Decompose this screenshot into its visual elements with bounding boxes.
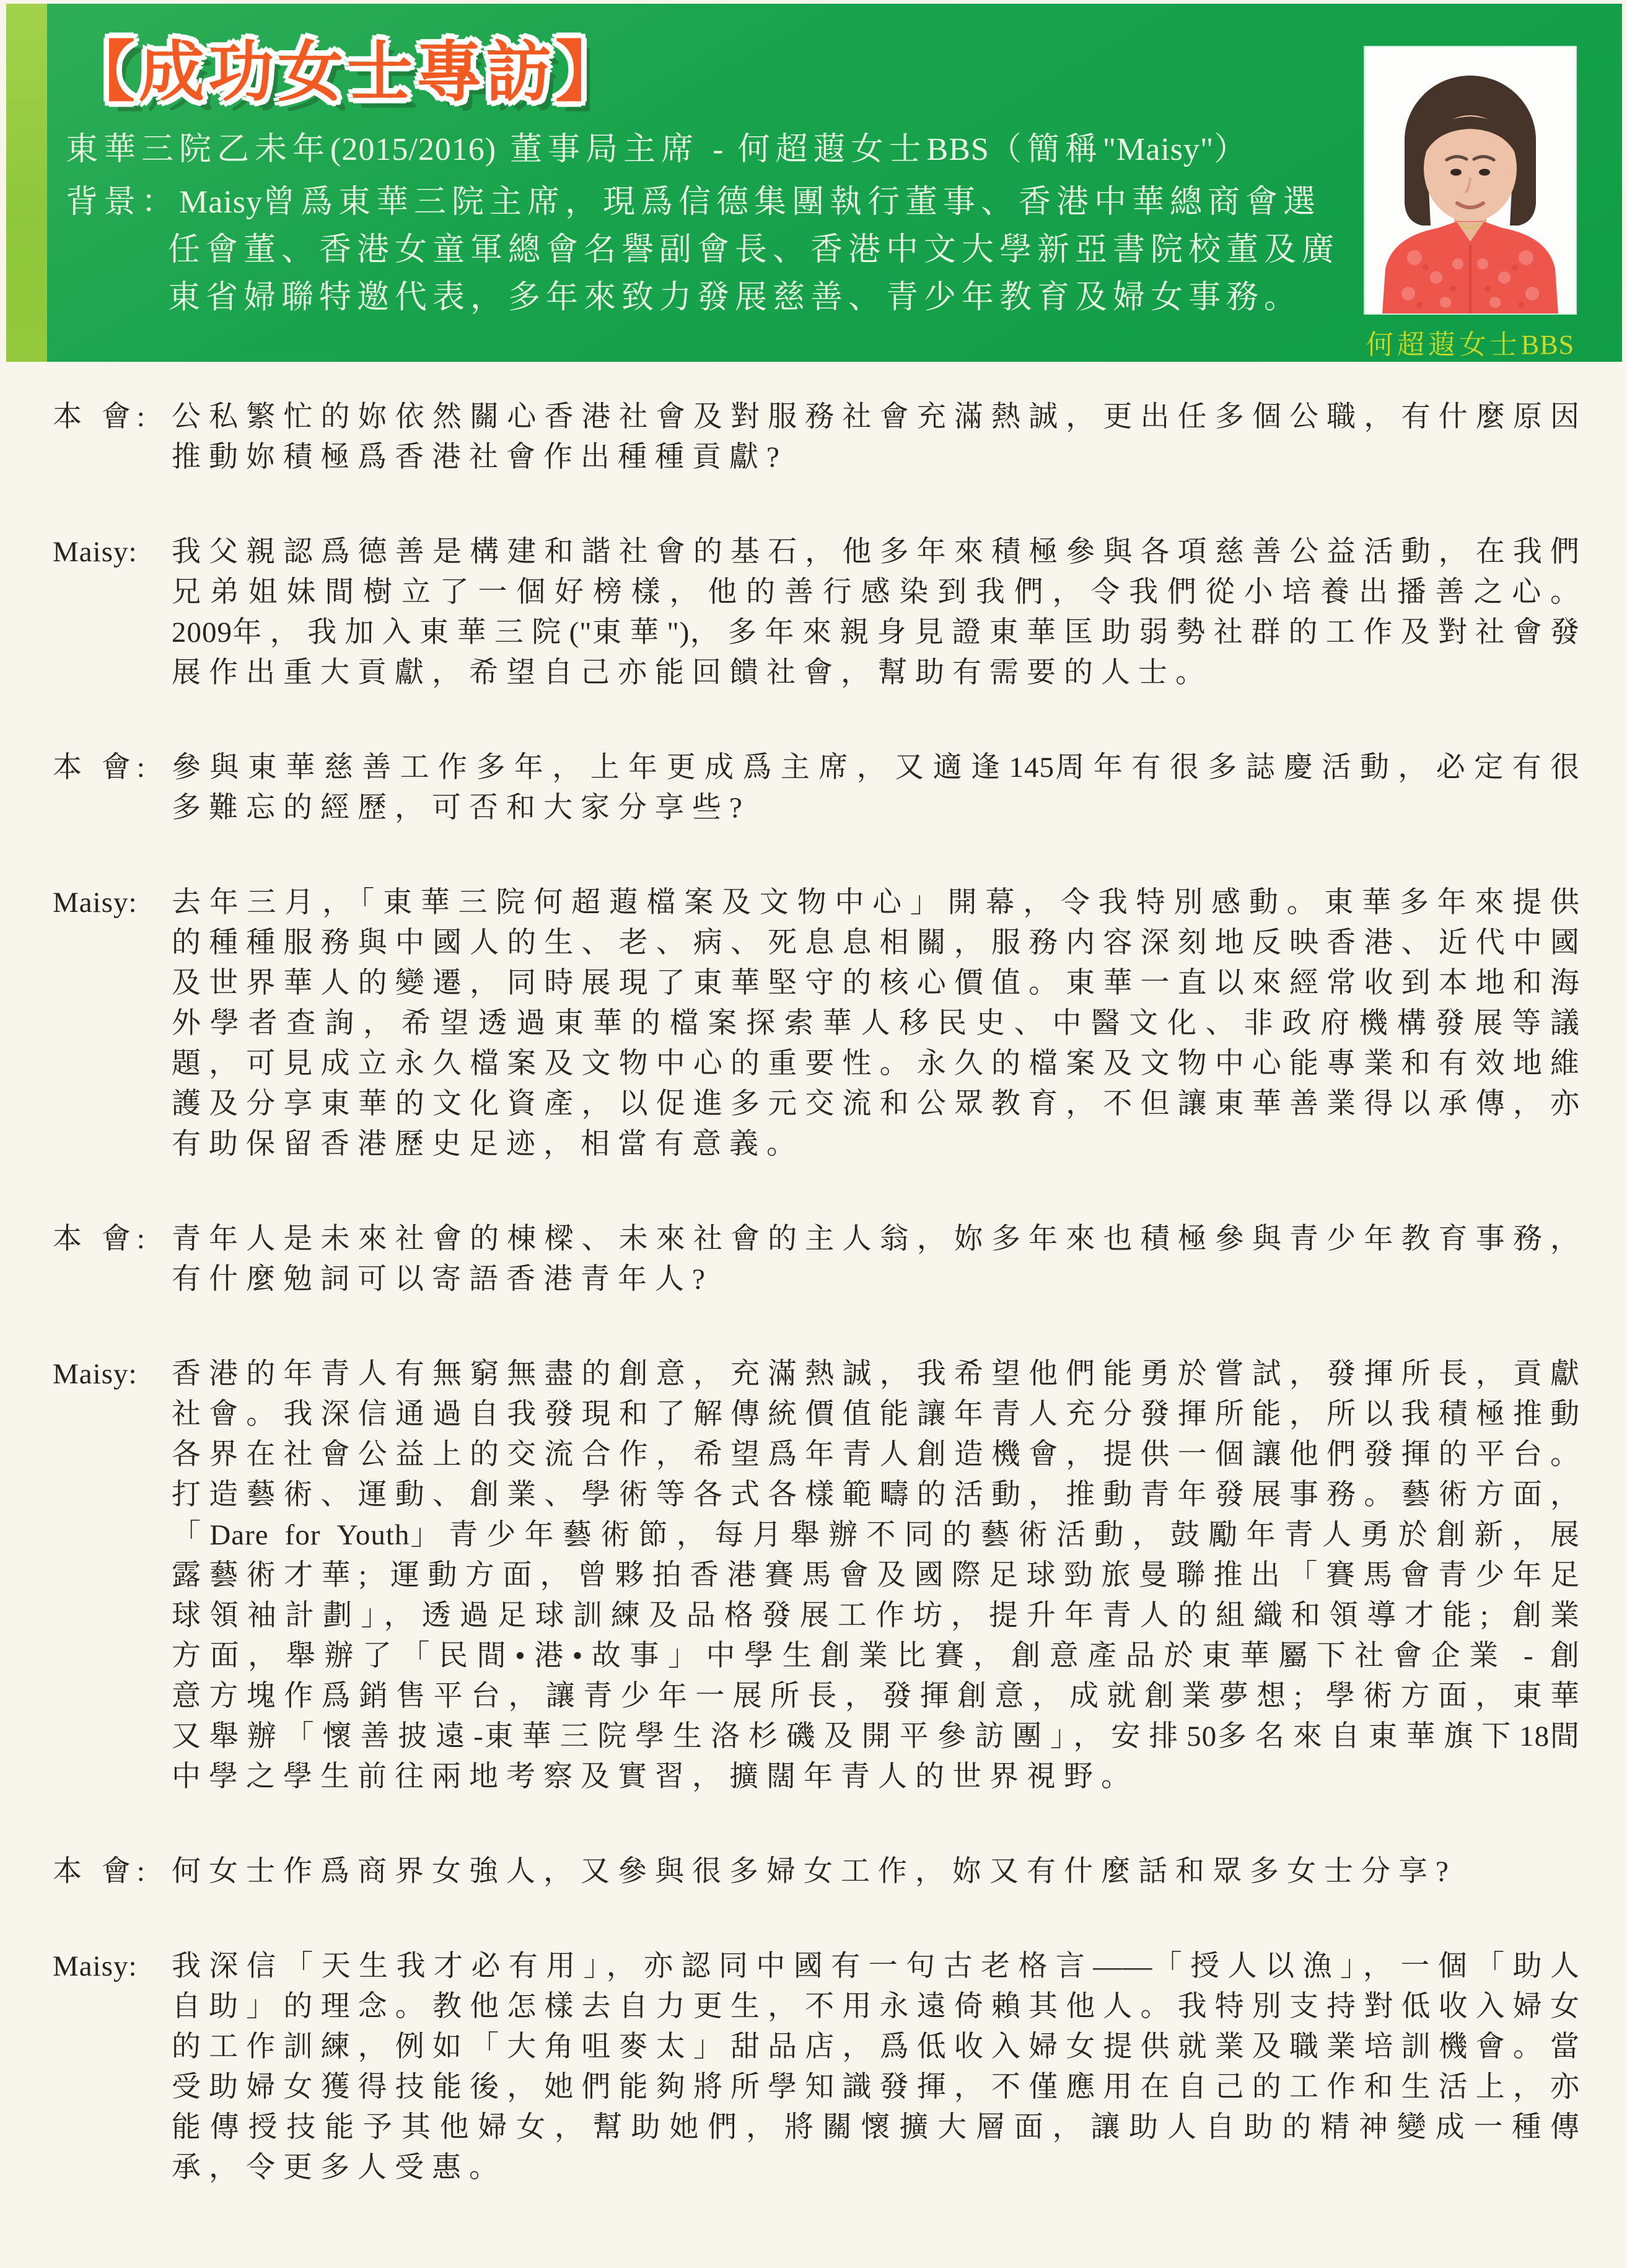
qa-paragraph xyxy=(53,1219,1587,1300)
speaker-label: Maisy: xyxy=(53,536,143,568)
qa-paragraph xyxy=(53,883,1587,1165)
portrait-photo xyxy=(1365,47,1576,362)
header-text-block xyxy=(66,27,1342,322)
speaker-text: 公私繁忙的妳依然關心香港社會及對服務社會充滿熱誠，更出任多個公職，有什麼原因推動妳積極爲香港社會作出種種貢獻? xyxy=(172,401,1587,473)
qa-paragraph xyxy=(53,748,1587,828)
page-title: 【成功女士專訪】 xyxy=(69,37,625,109)
speaker-label: Maisy: xyxy=(53,887,143,919)
speaker-label: Maisy: xyxy=(53,1950,143,1982)
qa-paragraph xyxy=(53,397,1587,478)
left-accent-stripe xyxy=(6,4,47,362)
speaker-label: 本 會: xyxy=(53,751,151,784)
qa-paragraph xyxy=(53,532,1587,693)
background-label: 背景： xyxy=(66,185,180,221)
speaker-label: 本 會: xyxy=(53,1855,151,1888)
photo-caption: 何超蕸女士BBS xyxy=(1366,330,1575,360)
interview-body xyxy=(0,362,1627,2188)
speaker-label: 本 會: xyxy=(53,1223,151,1255)
qa-paragraph xyxy=(53,1946,1587,2188)
speaker-label: Maisy: xyxy=(53,1358,143,1390)
speaker-text: 我父親認爲德善是構建和諧社會的基石，他多年來積極參與各項慈善公益活動，在我們兄弟姐妹間樹立了一個好榜樣，他的善行感染到我們，令我們從小培養出播善之心。2009年，我加入東華三院("東華")，多年來親身見證東華匡助弱勢社群的工作及對社會發展作出重大貢獻，希望自己亦能回饋社會，幫助有需要的人士。 xyxy=(172,536,1588,689)
background-paragraph xyxy=(66,178,1342,322)
speaker-text: 我深信「天生我才必有用」，亦認同中國有一句古老格言——「授人以漁」，一個「助人自助」的理念。教他怎樣去自力更生，不用永遠倚賴其他人。我特別支持對低收入婦女的工作訓練，例如「大角咀麥太」甜品店，爲低收入婦女提供就業及職業培訓機會。當受助婦女獲得技能後，她們能夠將所學知識發揮，不僅應用在自己的工作和生活上，亦能傳授技能予其他婦女，幫助她們，將關懷擴大層面，讓助人自助的精神變成一種傳承，令更多人受惠。 xyxy=(172,1950,1588,2184)
speaker-text: 青年人是未來社會的棟樑、未來社會的主人翁，妳多年來也積極參與青少年教育事務，有什麼勉詞可以寄語香港青年人? xyxy=(172,1223,1587,1295)
speaker-text: 香港的年青人有無窮無盡的創意，充滿熱誠，我希望他們能勇於嘗試，發揮所長，貢獻社會。我深信通過自我發現和了解傳統價值能讓年青人充分發揮所能，所以我積極推動各界在社會公益上的交流合作，希望爲年青人創造機會，提供一個讓他們發揮的平台。打造藝術、運動、創業、學術等各式各樣範疇的活動，推動青年發展事務。藝術方面，「Dare for Youth」青少年藝術節，每月舉辦不同的藝術活動，鼓勵年青人勇於創新，展露藝術才華; 運動方面，曾夥拍香港賽馬會及國際足球勁旅曼聯推出「賽馬會青少年足球領袖計劃」，透過足球訓練及品格發展工作坊，提升年青人的組織和領導才能; 創業方面，舉辦了「民間•港•故事」中學生創業比賽，創意產品於東華屬下社會企業 - 創意方塊作爲銷售平台，讓青少年一展所長，發揮創意，成就創業夢想; 學術方面，東華又舉辦「懷善披遠-東華三院學生洛杉磯及開平參訪團」，安排50多名來自東華旗下18間中學之學生前往兩地考察及實習，擴闊年青人的世界視野。 xyxy=(172,1358,1588,1793)
speaker-text: 去年三月，「東華三院何超蕸檔案及文物中心」開幕，令我特別感動。東華多年來提供的種種服務與中國人的生、老、病、死息息相關，服務内容深刻地反映香港、近代中國及世界華人的變遷，同時展現了東華堅守的核心價值。東華一直以來經常收到本地和海外學者查詢，希望透過東華的檔案探索華人移民史、中醫文化、非政府機構發展等議題，可見成立永久檔案及文物中心的重要性。永久的檔案及文物中心能專業和有效地維護及分享東華的文化資產，以促進多元交流和公眾教育，不但讓東華善業得以承傳，亦有助保留香港歷史足迹，相當有意義。 xyxy=(172,887,1587,1160)
subtitle: 東華三院乙未年(2015/2016) 董事局主席 - 何超蕸女士BBS（簡稱"Maisy"） xyxy=(66,132,1252,168)
qa-paragraph xyxy=(53,1852,1587,1892)
background-text: Maisy曾爲東華三院主席，現爲信德集團執行董事、香港中華總商會選任會董、香港女童軍總會名譽副會長、香港中文大學新亞書院校董及廣東省婦聯特邀代表，多年來致力發展慈善、青少年教育及婦女事務。 xyxy=(168,185,1340,316)
speaker-text: 參與東華慈善工作多年，上年更成爲主席，又適逢145周年有很多誌慶活動，必定有很多難忘的經歷，可否和大家分享些? xyxy=(172,751,1588,824)
qa-paragraph xyxy=(53,1354,1587,1797)
speaker-label: 本 會: xyxy=(53,401,151,433)
speaker-text: 何女士作爲商界女強人，又參與很多婦女工作，妳又有什麼話和眾多女士分享? xyxy=(172,1855,1457,1888)
header-banner xyxy=(6,4,1622,362)
portrait-image xyxy=(1365,47,1576,313)
